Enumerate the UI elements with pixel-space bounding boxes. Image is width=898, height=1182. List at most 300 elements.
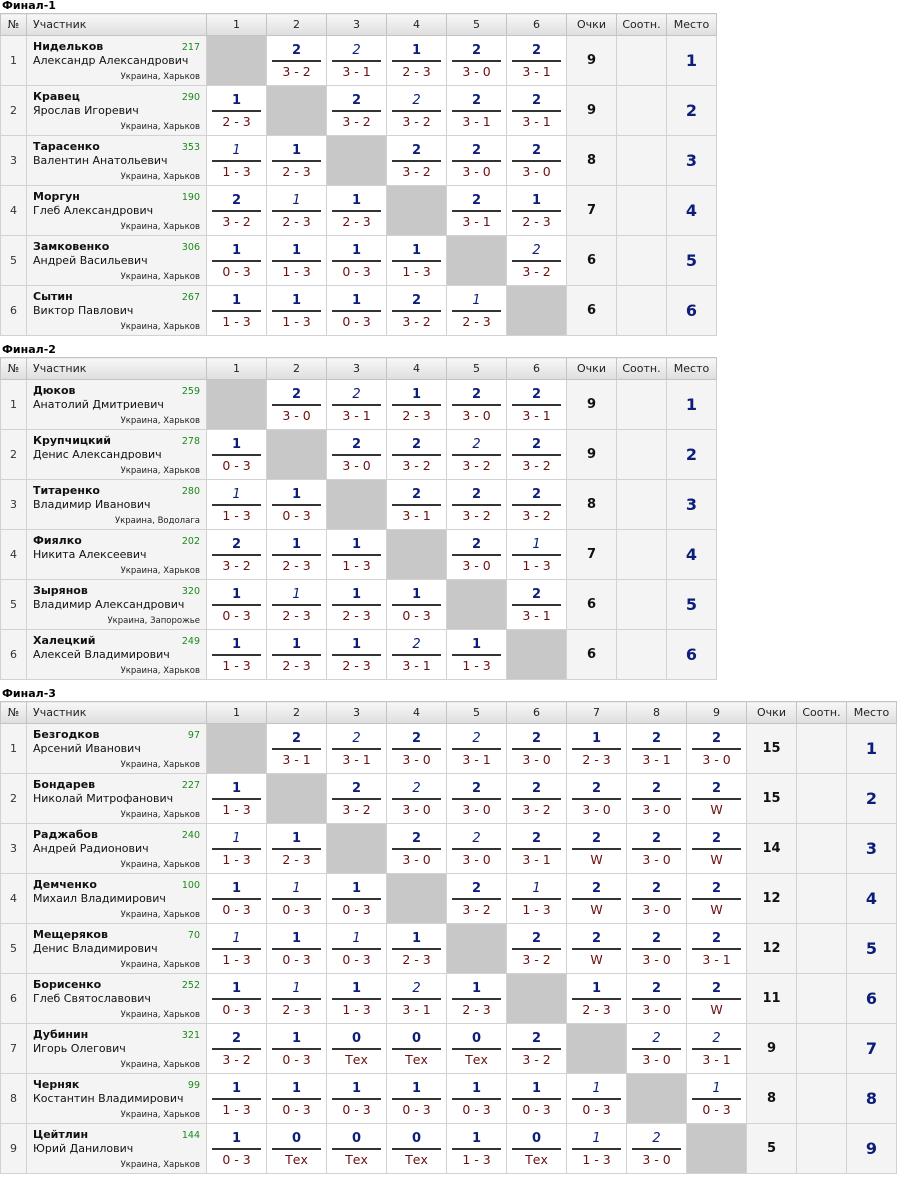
match-result[interactable] xyxy=(327,630,387,680)
match-result[interactable] xyxy=(267,874,327,924)
player-surname[interactable]: Дюков xyxy=(33,384,76,397)
match-result[interactable] xyxy=(327,430,387,480)
match-result[interactable] xyxy=(387,430,447,480)
player-fullname: Ярослав Игоревич xyxy=(33,104,139,117)
table-row xyxy=(1,530,717,580)
match-score: Тех xyxy=(405,1151,428,1167)
match-score: 0 - 3 xyxy=(342,901,371,917)
match-score: 3 - 2 xyxy=(222,557,251,573)
match-result[interactable] xyxy=(507,530,567,580)
match-result[interactable] xyxy=(207,874,267,924)
player-surname[interactable]: Черняк xyxy=(33,1078,80,1091)
ratio-value xyxy=(797,1124,847,1174)
match-score: 3 - 2 xyxy=(462,901,491,917)
match-result[interactable] xyxy=(627,724,687,774)
match-result[interactable] xyxy=(327,530,387,580)
player-surname[interactable]: Фиялко xyxy=(33,534,82,547)
match-result[interactable] xyxy=(387,974,447,1024)
self-cell xyxy=(387,530,447,580)
match-result[interactable] xyxy=(447,974,507,1024)
row-number: 5 xyxy=(1,236,27,286)
match-result[interactable] xyxy=(447,286,507,336)
player-surname[interactable]: Замковенко xyxy=(33,240,110,253)
match-points: 2 xyxy=(531,730,542,746)
match-result[interactable] xyxy=(207,580,267,630)
self-cell xyxy=(327,136,387,186)
match-result[interactable] xyxy=(387,1124,447,1174)
match-score: 0 - 3 xyxy=(282,901,311,917)
player-surname[interactable]: Халецкий xyxy=(33,634,96,647)
match-points: 1 xyxy=(472,292,481,308)
match-result[interactable] xyxy=(627,924,687,974)
player-cell[interactable] xyxy=(27,874,207,924)
match-result[interactable] xyxy=(207,286,267,336)
match-result[interactable] xyxy=(387,36,447,86)
total-points: 12 xyxy=(747,874,797,924)
match-result[interactable] xyxy=(687,1074,747,1124)
player-surname[interactable]: Кравец xyxy=(33,90,80,103)
match-result[interactable] xyxy=(507,924,567,974)
match-score: 2 - 3 xyxy=(462,313,491,329)
match-points: 2 xyxy=(651,880,662,896)
match-result[interactable] xyxy=(387,136,447,186)
match-points: 1 xyxy=(291,486,302,502)
player-location: Украина, Харьков xyxy=(120,172,200,182)
match-result[interactable] xyxy=(627,874,687,924)
match-score: Тех xyxy=(525,1151,548,1167)
match-result[interactable] xyxy=(387,774,447,824)
match-result[interactable] xyxy=(567,824,627,874)
match-result[interactable] xyxy=(327,186,387,236)
match-result[interactable] xyxy=(327,286,387,336)
match-result[interactable] xyxy=(447,186,507,236)
match-result[interactable] xyxy=(687,724,747,774)
player-cell[interactable] xyxy=(27,630,207,680)
match-score: 3 - 1 xyxy=(462,113,491,129)
player-surname[interactable]: Тарасенко xyxy=(33,140,100,153)
match-score: 0 - 3 xyxy=(582,1101,611,1117)
match-result[interactable] xyxy=(267,724,327,774)
match-result[interactable] xyxy=(267,286,327,336)
place-value: 7 xyxy=(847,1024,897,1074)
match-result[interactable] xyxy=(507,1024,567,1074)
player-location: Украина, Харьков xyxy=(120,760,200,770)
match-points: 1 xyxy=(291,292,302,308)
place-value: 9 xyxy=(847,1124,897,1174)
player-surname[interactable]: Безгодков xyxy=(33,728,100,741)
match-result[interactable] xyxy=(267,380,327,430)
player-surname[interactable]: Зырянов xyxy=(33,584,88,597)
col-header-points: Очки xyxy=(567,14,617,36)
match-points: 2 xyxy=(471,536,482,552)
match-result[interactable] xyxy=(627,1024,687,1074)
match-result[interactable] xyxy=(207,530,267,580)
player-cell[interactable] xyxy=(27,430,207,480)
match-result[interactable] xyxy=(447,480,507,530)
match-result[interactable] xyxy=(687,924,747,974)
match-points: 2 xyxy=(412,636,421,652)
match-result[interactable] xyxy=(207,186,267,236)
match-result[interactable] xyxy=(207,1074,267,1124)
match-result[interactable] xyxy=(387,1074,447,1124)
self-cell xyxy=(387,874,447,924)
player-fullname: Андрей Васильевич xyxy=(33,254,148,267)
player-surname[interactable]: Мещеряков xyxy=(33,928,108,941)
place-value: 4 xyxy=(847,874,897,924)
match-result[interactable] xyxy=(507,724,567,774)
match-result[interactable] xyxy=(327,380,387,430)
match-points: 1 xyxy=(351,536,362,552)
match-score: 3 - 0 xyxy=(642,1001,671,1017)
match-points: 1 xyxy=(351,636,362,652)
player-cell[interactable] xyxy=(27,36,207,86)
player-cell[interactable] xyxy=(27,480,207,530)
match-result[interactable] xyxy=(207,86,267,136)
match-points: 2 xyxy=(531,42,542,58)
match-result[interactable] xyxy=(687,974,747,1024)
player-cell[interactable] xyxy=(27,86,207,136)
player-cell[interactable] xyxy=(27,774,207,824)
match-result[interactable] xyxy=(447,380,507,430)
match-result[interactable] xyxy=(327,774,387,824)
match-result[interactable] xyxy=(267,480,327,530)
player-cell[interactable] xyxy=(27,1024,207,1074)
match-points: 0 xyxy=(411,1130,422,1146)
match-points: 0 xyxy=(411,1030,422,1046)
row-number: 1 xyxy=(1,380,27,430)
match-points: 2 xyxy=(412,980,421,996)
match-points: 2 xyxy=(411,436,422,452)
match-points: 1 xyxy=(231,92,242,108)
match-result[interactable] xyxy=(507,774,567,824)
match-result[interactable] xyxy=(567,774,627,824)
player-cell[interactable] xyxy=(27,186,207,236)
match-result[interactable] xyxy=(327,974,387,1024)
match-score: 0 - 3 xyxy=(462,1101,491,1117)
match-result[interactable] xyxy=(207,1024,267,1074)
match-result[interactable] xyxy=(327,580,387,630)
match-points: 1 xyxy=(231,1080,242,1096)
self-cell xyxy=(507,286,567,336)
player-surname[interactable]: Титаренко xyxy=(33,484,100,497)
match-points: 1 xyxy=(411,42,422,58)
match-result[interactable] xyxy=(387,824,447,874)
match-result[interactable] xyxy=(387,86,447,136)
match-score: W xyxy=(710,1001,723,1017)
match-result[interactable] xyxy=(687,874,747,924)
ratio-value xyxy=(617,236,667,286)
match-score: 3 - 0 xyxy=(462,407,491,423)
match-score: 2 - 3 xyxy=(402,407,431,423)
place-value: 3 xyxy=(667,136,717,186)
match-result[interactable] xyxy=(567,1124,627,1174)
player-cell[interactable] xyxy=(27,724,207,774)
col-header-opponent: 1 xyxy=(207,14,267,36)
match-result[interactable] xyxy=(447,136,507,186)
match-result[interactable] xyxy=(267,236,327,286)
player-cell[interactable] xyxy=(27,286,207,336)
match-result[interactable] xyxy=(447,724,507,774)
match-score: 3 - 1 xyxy=(522,113,551,129)
player-cell[interactable] xyxy=(27,974,207,1024)
match-result[interactable] xyxy=(447,86,507,136)
player-surname[interactable]: Цейтлин xyxy=(33,1128,89,1141)
match-score: 3 - 2 xyxy=(522,263,551,279)
player-fullname: Арсений Иванович xyxy=(33,742,141,755)
match-result[interactable] xyxy=(207,630,267,680)
match-result[interactable] xyxy=(447,530,507,580)
match-result[interactable] xyxy=(447,630,507,680)
match-score: 3 - 2 xyxy=(522,801,551,817)
player-cell[interactable] xyxy=(27,236,207,286)
match-score: 0 - 3 xyxy=(282,1101,311,1117)
table-row xyxy=(1,36,717,86)
match-score: 3 - 2 xyxy=(222,1051,251,1067)
match-result[interactable] xyxy=(507,480,567,530)
match-result[interactable] xyxy=(567,974,627,1024)
match-result[interactable] xyxy=(267,824,327,874)
match-points: 2 xyxy=(651,930,662,946)
match-result[interactable] xyxy=(387,580,447,630)
match-result[interactable] xyxy=(447,1074,507,1124)
match-result[interactable] xyxy=(507,874,567,924)
player-cell[interactable] xyxy=(27,824,207,874)
match-result[interactable] xyxy=(267,974,327,1024)
match-score: Тех xyxy=(405,1051,428,1067)
self-cell xyxy=(207,36,267,86)
player-cell[interactable] xyxy=(27,380,207,430)
player-cell[interactable] xyxy=(27,530,207,580)
match-result[interactable] xyxy=(507,86,567,136)
match-result[interactable] xyxy=(507,380,567,430)
total-points: 9 xyxy=(747,1024,797,1074)
match-result[interactable] xyxy=(507,1074,567,1124)
match-result[interactable] xyxy=(447,1124,507,1174)
match-result[interactable] xyxy=(327,1024,387,1074)
group-spacer xyxy=(0,336,898,344)
player-cell[interactable] xyxy=(27,924,207,974)
player-surname[interactable]: Сытин xyxy=(33,290,73,303)
table-row xyxy=(1,86,717,136)
match-score: 1 - 3 xyxy=(222,313,251,329)
player-cell[interactable] xyxy=(27,580,207,630)
match-points: 2 xyxy=(651,830,662,846)
table-row xyxy=(1,480,717,530)
match-result[interactable] xyxy=(267,186,327,236)
match-result[interactable] xyxy=(327,1074,387,1124)
match-result[interactable] xyxy=(327,36,387,86)
match-result[interactable] xyxy=(507,580,567,630)
match-result[interactable] xyxy=(687,774,747,824)
match-result[interactable] xyxy=(207,236,267,286)
match-score: 3 - 0 xyxy=(642,951,671,967)
match-result[interactable] xyxy=(447,874,507,924)
col-header-num: № xyxy=(1,702,27,724)
match-result[interactable] xyxy=(567,724,627,774)
match-result[interactable] xyxy=(267,1024,327,1074)
table-row xyxy=(1,724,897,774)
match-result[interactable] xyxy=(567,924,627,974)
match-result[interactable] xyxy=(507,430,567,480)
match-result[interactable] xyxy=(267,1124,327,1174)
match-points: 2 xyxy=(711,780,722,796)
player-surname[interactable]: Демченко xyxy=(33,878,97,891)
match-result[interactable] xyxy=(627,1124,687,1174)
match-result[interactable] xyxy=(687,824,747,874)
match-result[interactable] xyxy=(207,430,267,480)
match-points: 2 xyxy=(531,386,542,402)
player-cell[interactable] xyxy=(27,1074,207,1124)
match-result[interactable] xyxy=(567,874,627,924)
match-result[interactable] xyxy=(567,1074,627,1124)
match-score: 3 - 0 xyxy=(522,163,551,179)
match-points: 1 xyxy=(231,780,242,796)
match-result[interactable] xyxy=(387,1024,447,1074)
match-score: 3 - 1 xyxy=(702,1051,731,1067)
match-points: 2 xyxy=(352,386,361,402)
match-result[interactable] xyxy=(327,86,387,136)
match-result[interactable] xyxy=(507,136,567,186)
match-result[interactable] xyxy=(327,1124,387,1174)
match-result[interactable] xyxy=(207,924,267,974)
match-result[interactable] xyxy=(627,774,687,824)
match-result[interactable] xyxy=(687,1024,747,1074)
match-result[interactable] xyxy=(387,724,447,774)
match-result[interactable] xyxy=(387,480,447,530)
match-result[interactable] xyxy=(207,480,267,530)
match-score: W xyxy=(710,851,723,867)
match-result[interactable] xyxy=(387,380,447,430)
col-header-place: Место xyxy=(847,702,897,724)
table-row xyxy=(1,286,717,336)
match-result[interactable] xyxy=(507,36,567,86)
self-cell xyxy=(567,1024,627,1074)
table-row xyxy=(1,380,717,430)
match-score: 0 - 3 xyxy=(342,263,371,279)
player-surname[interactable]: Крупчицкий xyxy=(33,434,111,447)
row-number: 4 xyxy=(1,530,27,580)
player-surname[interactable]: Раджабов xyxy=(33,828,98,841)
match-result[interactable] xyxy=(267,924,327,974)
group-spacer xyxy=(0,1174,898,1182)
player-surname[interactable]: Дубинин xyxy=(33,1028,89,1041)
match-result[interactable] xyxy=(627,974,687,1024)
total-points: 6 xyxy=(567,580,617,630)
match-result[interactable] xyxy=(507,824,567,874)
row-number: 4 xyxy=(1,186,27,236)
match-score: 3 - 2 xyxy=(402,313,431,329)
player-rating: 290 xyxy=(181,92,200,103)
match-result[interactable] xyxy=(327,874,387,924)
match-result[interactable] xyxy=(507,1124,567,1174)
player-rating: 202 xyxy=(181,536,200,547)
match-result[interactable] xyxy=(207,824,267,874)
match-result[interactable] xyxy=(207,1124,267,1174)
match-score: 0 - 3 xyxy=(282,507,311,523)
self-cell xyxy=(267,774,327,824)
match-result[interactable] xyxy=(267,36,327,86)
match-score: 1 - 3 xyxy=(222,851,251,867)
match-result[interactable] xyxy=(387,236,447,286)
match-score: 3 - 2 xyxy=(522,1051,551,1067)
match-result[interactable] xyxy=(387,924,447,974)
match-points: 2 xyxy=(712,1030,721,1046)
match-result[interactable] xyxy=(327,236,387,286)
match-points: 1 xyxy=(352,930,361,946)
place-value: 5 xyxy=(847,924,897,974)
match-result[interactable] xyxy=(267,530,327,580)
match-points: 1 xyxy=(291,1080,302,1096)
match-result[interactable] xyxy=(327,724,387,774)
match-points: 2 xyxy=(291,730,302,746)
ratio-value xyxy=(617,380,667,430)
match-score: 3 - 2 xyxy=(522,507,551,523)
ratio-value xyxy=(617,630,667,680)
player-surname[interactable]: Моргун xyxy=(33,190,80,203)
match-result[interactable] xyxy=(447,430,507,480)
match-result[interactable] xyxy=(267,580,327,630)
col-header-participant: Участник xyxy=(27,358,207,380)
col-header-opponent: 5 xyxy=(447,702,507,724)
match-score: 3 - 0 xyxy=(642,851,671,867)
match-score: 3 - 2 xyxy=(222,213,251,229)
total-points: 8 xyxy=(747,1074,797,1124)
match-points: 0 xyxy=(351,1130,362,1146)
match-result[interactable] xyxy=(267,630,327,680)
match-score: 3 - 0 xyxy=(342,457,371,473)
match-result[interactable] xyxy=(387,630,447,680)
col-header-opponent: 2 xyxy=(267,358,327,380)
match-result[interactable] xyxy=(207,774,267,824)
player-cell[interactable] xyxy=(27,1124,207,1174)
match-result[interactable] xyxy=(447,774,507,824)
match-result[interactable] xyxy=(267,136,327,186)
match-result[interactable] xyxy=(327,924,387,974)
player-fullname: Анатолий Дмитриевич xyxy=(33,398,164,411)
player-fullname: Валентин Анатольевич xyxy=(33,154,168,167)
player-cell[interactable] xyxy=(27,136,207,186)
match-result[interactable] xyxy=(447,36,507,86)
match-points: 1 xyxy=(351,980,362,996)
table-row xyxy=(1,630,717,680)
player-surname[interactable]: Борисенко xyxy=(33,978,102,991)
player-surname[interactable]: Нидельков xyxy=(33,40,104,53)
match-result[interactable] xyxy=(507,236,567,286)
match-points: 1 xyxy=(292,880,301,896)
match-score: 1 - 3 xyxy=(222,1101,251,1117)
match-result[interactable] xyxy=(627,824,687,874)
player-location: Украина, Харьков xyxy=(120,1110,200,1120)
match-result[interactable] xyxy=(267,1074,327,1124)
player-location: Украина, Харьков xyxy=(120,122,200,132)
results-table xyxy=(0,13,717,336)
match-result[interactable] xyxy=(207,974,267,1024)
match-result[interactable] xyxy=(387,286,447,336)
match-result[interactable] xyxy=(207,136,267,186)
match-points: 1 xyxy=(351,292,362,308)
player-fullname: Глеб Александрович xyxy=(33,204,154,217)
match-points: 2 xyxy=(652,1030,661,1046)
match-result[interactable] xyxy=(447,1024,507,1074)
match-result[interactable] xyxy=(507,186,567,236)
match-points: 1 xyxy=(411,930,422,946)
match-result[interactable] xyxy=(447,824,507,874)
match-score: Тех xyxy=(345,1151,368,1167)
player-rating: 99 xyxy=(187,1080,200,1091)
total-points: 6 xyxy=(567,236,617,286)
player-surname[interactable]: Бондарев xyxy=(33,778,96,791)
match-score: 0 - 3 xyxy=(702,1101,731,1117)
